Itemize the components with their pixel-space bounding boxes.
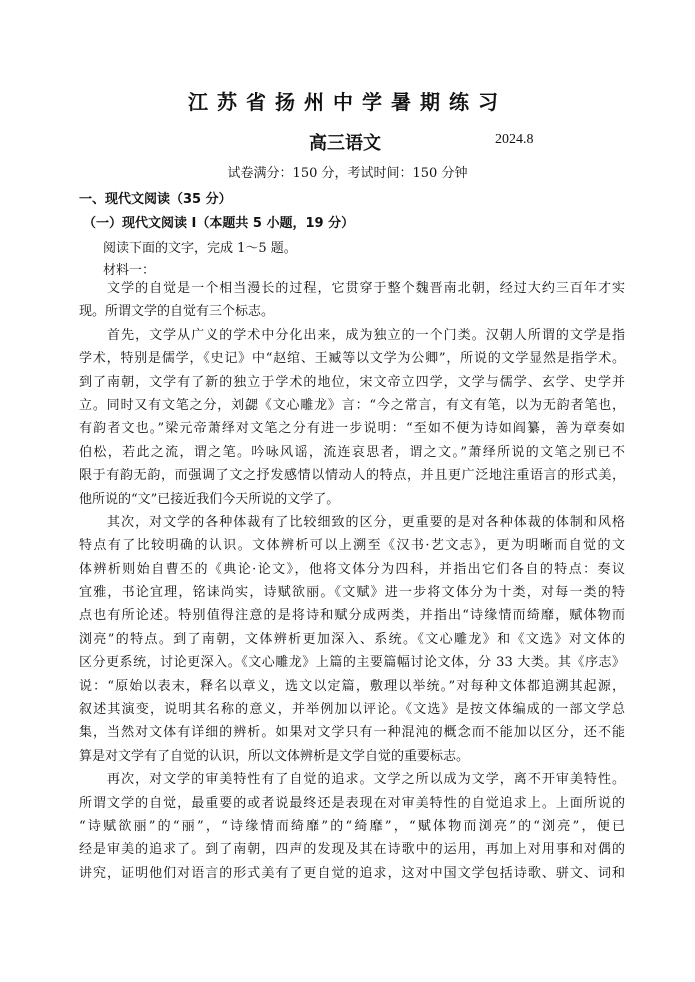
reading-instruction: 阅读下面的文字，完成 1～5 题。 xyxy=(103,241,297,256)
passage-line: 首先，文学从广义的学术中分化出来，成为独立的一个门类。汉朝人所谓的文学是指 xyxy=(79,327,625,343)
passage-line: 浏亮”的特点。到了南朝，文体辨析更加深入、系统。《文心雕龙》和《文选》对文体的 xyxy=(79,631,625,647)
passage-line: 有韵者文也。”梁元帝萧绎对文笔之分有进一步说明：“至如不便为诗如阎纂，善为章奏如 xyxy=(79,421,625,437)
passage-line: 讲究，证明他们对语言的形式美有了更自觉的追求，这对中国文学包括诗歌、骈文、词和 xyxy=(79,865,625,881)
passage-line: 宜雅，书论宜理，铭诔尚实，诗赋欲丽。《文赋》进一步将文体分为十类，对每一类的特 xyxy=(79,585,625,601)
passage-line: 算是对文学有了自觉的认识，所以文体辨析是文学自觉的重要标志。 xyxy=(79,748,470,764)
passage-line: 特点有了比较明确的认识。文体辨析可以上溯至《汉书·艺文志》，更为明晰而自觉的文 xyxy=(79,538,625,554)
subject-label: 高三语文 xyxy=(309,133,381,154)
passage-line: 伯松，若此之流，谓之笔。吟咏风谣，流连哀思者，谓之文。”萧绎所说的文笔之别已不 xyxy=(79,444,625,460)
passage-line: 叙述其演变，说明其名称的意义，并举例加以评论。《文选》是按文体编成的一部文学总 xyxy=(79,702,625,718)
passage-line: “诗赋欲丽”的“丽”，“诗缘情而绮靡”的“绮靡”，“赋体物而浏亮”的“浏亮”，便已 xyxy=(79,818,625,834)
passage-line: 点也有所论述。特别值得注意的是将诗和赋分成两类，并指出“诗缘情而绮靡，赋体物而 xyxy=(79,608,625,624)
passage-line: 到了南朝，文学有了新的独立于学术的地位，宋文帝立四学，文学与儒学、玄学、史学并 xyxy=(79,374,625,390)
subsection-heading: （一）现代文阅读 I（本题共 5 小题，19 分） xyxy=(83,216,355,231)
passage-line: 限于有韵无韵，而强调了文之抒发感情以情动人的特点，并且更广泛地注重语言的形式美， xyxy=(79,468,625,484)
section-heading: 一、现代文阅读（35 分） xyxy=(79,192,232,207)
passage-line: 说：“原始以表末，释名以章义，选文以定篇，敷理以举统。”对每种文体都追溯其起源， xyxy=(79,678,625,694)
passage-line: 立。同时又有文笔之分，刘勰《文心雕龙》言：“今之常言，有文有笔，以为无韵者笔也， xyxy=(79,397,625,413)
exam-date: 2024.8 xyxy=(495,132,534,147)
passage-line: 现。所谓文学的自觉有三个标志。 xyxy=(79,304,275,320)
passage-line: 他所说的“文”已接近我们今天所说的文学了。 xyxy=(79,491,340,507)
passage-line: 区分更系统，讨论更深入。《文心雕龙》上篇的主要篇幅讨论文体，分 33 大类。其《序志》 xyxy=(79,655,625,671)
passage-body xyxy=(79,277,625,885)
passage-line: 其次，对文学的各种体裁有了比较细致的区分，更重要的是对各种体裁的体制和风格 xyxy=(79,514,625,530)
passage-line: 所谓文学的自觉，最重要的或者说最终还是表现在对审美特性的自觉追求上。上面所说的 xyxy=(79,795,625,811)
passage-line: 学术，特别是儒学，《史记》中“赵绾、王臧等以文学为公卿”，所说的文学显然是指学术。 xyxy=(79,351,625,367)
passage-line: 体辨析则始自曹丕的《典论·论文》，他将文体分为四科，并指出它们各自的特点：奏议 xyxy=(79,561,625,577)
passage-line: 再次，对文学的审美特性有了自觉的追求。文学之所以成为文学，离不开审美特性。 xyxy=(79,772,625,788)
material-label: 材料一： xyxy=(103,263,156,278)
subtitle-row xyxy=(0,129,695,153)
passage-line: 集，当然对文体有详细的辨析。如果对文学只有一种混沌的概念而不能加以区分，还不能 xyxy=(79,725,625,741)
passage-line: 经是审美的追求了。到了南朝，四声的发现及其在诗歌中的运用，再加上对用事和对偶的 xyxy=(79,842,625,858)
exam-title: 江苏省扬州中学暑期练习 xyxy=(188,90,507,114)
passage-line: 文学的自觉是一个相当漫长的过程，它贯穿于整个魏晋南北朝，经过大约三百年才实 xyxy=(79,281,625,296)
exam-info: 试卷满分：150 分，考试时间：150 分钟 xyxy=(227,166,468,181)
